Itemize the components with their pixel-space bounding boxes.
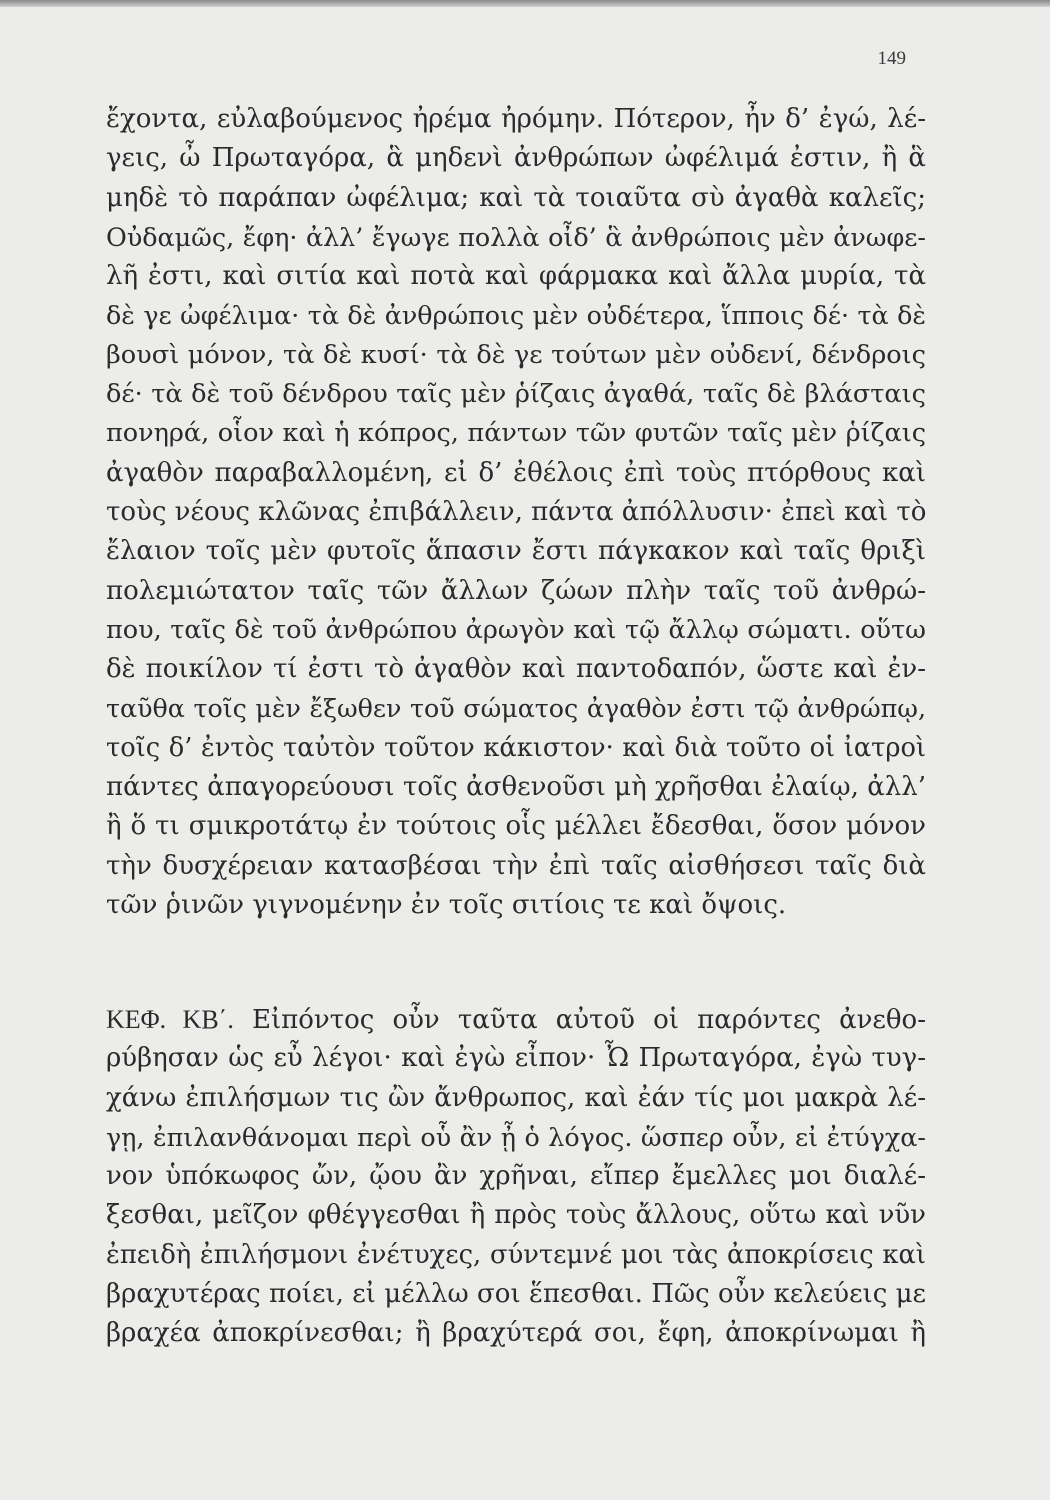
text-line: μηδὲ τὸ παράπαν ὠφέλιμα; καὶ τὰ τοιαῦτα σὺ ἀγαθὰ καλεῖς; — [106, 182, 926, 213]
text-line: δὲ γε ὠφέλιμα· τὰ δὲ ἀνθρώποις μὲν οὐδέτερα, ἵπποις δέ· τὰ δὲ — [106, 300, 926, 331]
text-line: πονηρά, οἷον καὶ ἡ κόπρος, πάντων τῶν φυτῶν ταῖς μὲν ῥίζαις — [106, 418, 926, 449]
text-line: νον ὑπόκωφος ὤν, ᾤου ἂν χρῆναι, εἴπερ ἔμελλες μοι διαλέ- — [106, 1161, 926, 1192]
text-line: λῆ ἐστι, καὶ σιτία καὶ ποτὰ καὶ φάρμακα καὶ ἄλλα μυρία, τὰ — [106, 261, 926, 292]
text-line: γῃ, ἐπιλανθάνομαι περὶ οὗ ἂν ᾖ ὁ λόγος. ὥσπερ οὖν, εἰ ἐτύγχα- — [106, 1121, 926, 1152]
text-line: βραχέα ἀποκρίνεσθαι; ἢ βραχύτερά σοι, ἔφη, ἀποκρίνωμαι ἢ — [106, 1318, 926, 1349]
text-line: τὴν δυσχέρειαν κατασβέσαι τὴν ἐπὶ ταῖς αἰσθήσεσι ταῖς διὰ — [106, 850, 926, 881]
text-line: δὲ ποικίλον τί ἐστι τὸ ἀγαθὸν καὶ παντοδαπόν, ὥστε καὶ ἐν- — [106, 654, 926, 685]
text-line: Οὐδαμῶς, ἔφη· ἀλλ’ ἔγωγε πολλὰ οἶδ’ ἃ ἀνθρώποις μὲν ἀνωφε- — [106, 221, 926, 252]
text-line — [106, 1000, 926, 1039]
text-line: βουσὶ μόνον, τὰ δὲ κυσί· τὰ δὲ γε τούτων μὲν οὐδενί, δένδροις — [106, 339, 926, 370]
chapter-heading: ΚΕΦ. ΚΒ΄. — [106, 1005, 234, 1034]
text-line: τῶν ῥινῶν γιγνομένην ἐν τοῖς σιτίοις τε καὶ ὄψοις. — [106, 889, 787, 920]
text-line: πολεμιώτατον ταῖς τῶν ἄλλων ζώων πλὴν ταῖς τοῦ ἀνθρώ- — [106, 575, 926, 606]
text-line-rest: Εἰπόντος οὖν ταῦτα αὐτοῦ οἱ παρόντες ἀνεθο- — [252, 1005, 926, 1035]
text-line: γεις, ὦ Πρωταγόρα, ἃ μηδενὶ ἀνθρώπων ὠφέλιμά ἐστιν, ἢ ἃ — [106, 143, 926, 174]
text-line: ρύβησαν ὡς εὖ λέγοι· καὶ ἐγὼ εἶπον· Ὦ Πρωταγόρα, ἐγὼ τυγ- — [106, 1043, 926, 1074]
paragraph-1 — [106, 100, 926, 925]
text-line: τοὺς νέους κλῶνας ἐπιβάλλειν, πάντα ἀπόλλυσιν· ἐπεὶ καὶ τὸ — [106, 496, 927, 527]
text-line: ἢ ὅ τι σμικροτάτῳ ἐν τούτοις οἷς μέλλει ἔδεσθαι, ὅσον μόνον — [106, 811, 926, 842]
text-line: ἐπειδὴ ἐπιλήσμονι ἐνέτυχες, σύντεμνέ μοι τὰς ἀποκρίσεις καὶ — [106, 1239, 926, 1270]
scan-top-edge — [0, 0, 1050, 7]
text-line: ξεσθαι, μεῖζον φθέγγεσθαι ἢ πρὸς τοὺς ἄλλους, οὕτω καὶ νῦν — [106, 1200, 926, 1231]
text-line: βραχυτέρας ποίει, εἰ μέλλω σοι ἕπεσθαι. Πῶς οὖν κελεύεις με — [106, 1279, 926, 1310]
text-line: ἀγαθὸν παραβαλλομένη, εἰ δ’ ἐθέλοις ἐπὶ τοὺς πτόρθους καὶ — [106, 457, 926, 488]
text-line: που, ταῖς δὲ τοῦ ἀνθρώπου ἀρωγὸν καὶ τῷ ἄλλῳ σώματι. οὕτω — [106, 614, 926, 645]
paragraph-2 — [106, 1000, 926, 1354]
text-line: ἔλαιον τοῖς μὲν φυτοῖς ἅπασιν ἔστι πάγκακον καὶ ταῖς θριξὶ — [106, 536, 926, 567]
text-line: τοῖς δ’ ἐντὸς ταὐτὸν τοῦτον κάκιστον· καὶ διὰ τοῦτο οἱ ἰατροὶ — [106, 732, 926, 763]
text-line: χάνω ἐπιλήσμων τις ὢν ἄνθρωπος, καὶ ἐάν τίς μοι μακρὰ λέ- — [106, 1082, 926, 1113]
text-line: πάντες ἀπαγορεύουσι τοῖς ἀσθενοῦσι μὴ χρῆσθαι ἐλαίῳ, ἀλλ’ — [106, 772, 926, 803]
text-line: ἔχοντα, εὐλαβούμενος ἠρέμα ἠρόμην. Πότερον, ἦν δ’ ἐγώ, λέ- — [106, 104, 926, 134]
text-line: ταῦθα τοῖς μὲν ἔξωθεν τοῦ σώματος ἀγαθὸν ἐστι τῷ ἀνθρώπῳ, — [106, 693, 926, 724]
page-number: 149 — [877, 48, 906, 69]
text-line: δέ· τὰ δὲ τοῦ δένδρου ταῖς μὲν ῥίζαις ἀγαθά, ταῖς δὲ βλάσταις — [106, 379, 926, 410]
